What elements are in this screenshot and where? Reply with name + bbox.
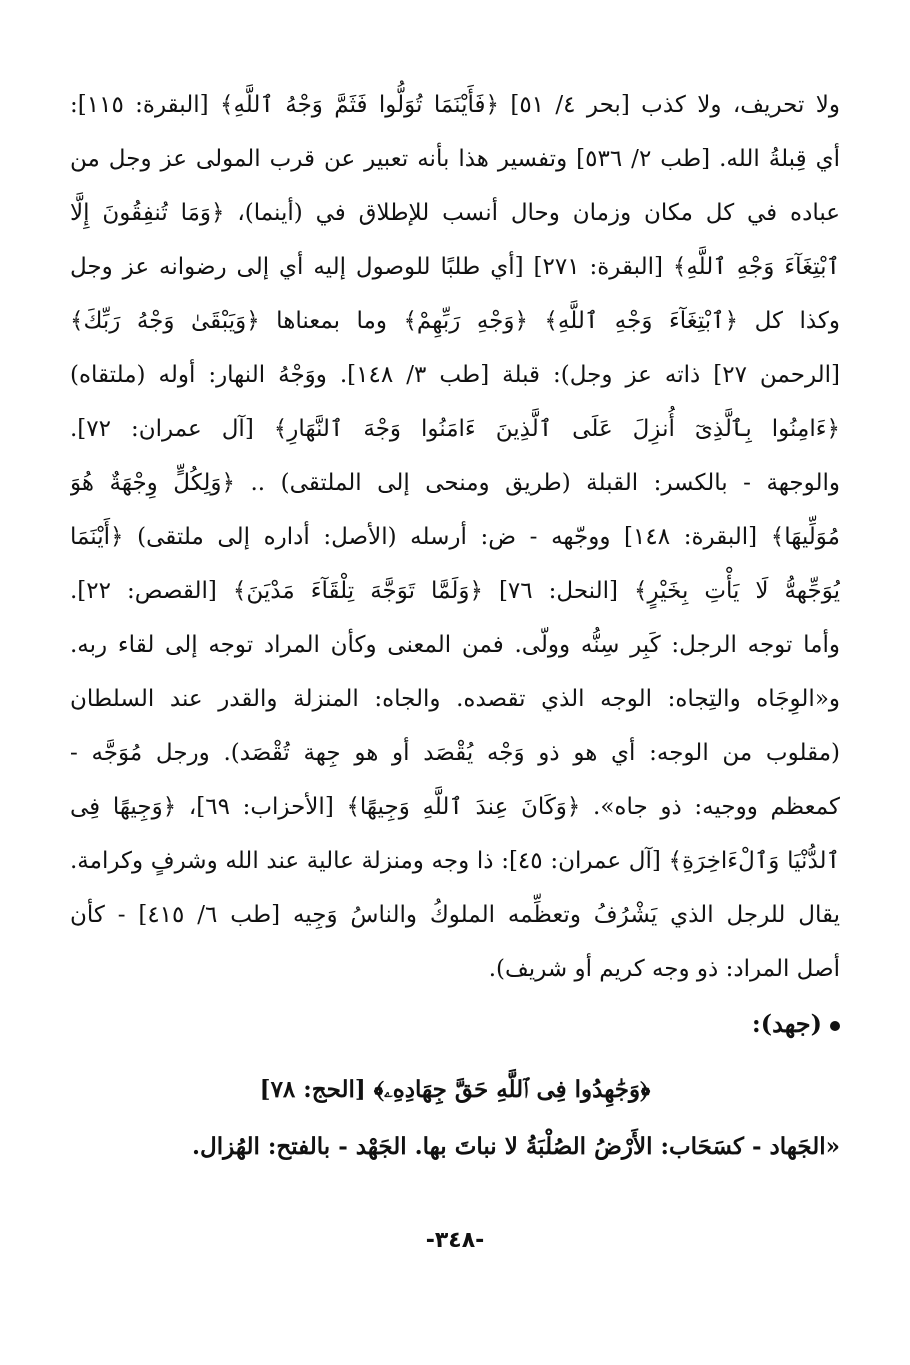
text-line-4: ٱبْتِغَآءَ وَجْهِ ٱللَّهِ﴾ [البقرة: ٢٧١] [أي طلبًا للوصول إليه أي إلى رضوانه عز وجل: [70, 254, 840, 280]
text-line-11: وأما توجه الرجل: كَبِر سِنُّه وولّى. فمن المعنى وكأن المراد توجه إلى لقاء ربه.: [70, 632, 840, 658]
entry-heading-label: (جهد):: [751, 1009, 822, 1038]
text-line-9: مُوَلِّيهَا﴾ [البقرة: ١٤٨] ووجّهه - ض: أرسله (الأصل: أداره إلى ملتقى) ﴿أَيْنَمَا: [70, 524, 840, 550]
entry-heading: [70, 996, 840, 1052]
definition-line: «الجَهاد - كسَحَاب: الأَرْضُ الصُلْبَةُ لا نباتَ بها. الجَهْد - بالفتح: الهُزال.: [192, 1133, 840, 1160]
text-line-2: أي قِبلةُ الله. [طب ٢/ ٥٣٦] وتفسير هذا بأنه تعبير عن قرب المولى عز وجل من: [70, 146, 840, 172]
text-line-7: ﴿ءَامِنُوا بِٱلَّذِىٓ أُنزِلَ عَلَى ٱلَّذِينَ ءَامَنُوا وَجْهَ ٱلنَّهَارِ﴾ [آل عمران: ٧٢].: [70, 416, 840, 442]
text-line-12: و«الوِجَاه والتِجاه: الوجه الذي تقصده. والجاه: المنزلة والقدر عند السلطان: [70, 686, 840, 712]
text-line-1: ولا تحريف، ولا كذب [بحر ٤/ ٥١] ﴿فَأَيْنَمَا تُوَلُّوا فَثَمَّ وَجْهُ ٱللَّهِ﴾ [البقرة: ١١٥]:: [70, 92, 840, 118]
text-line-6: [الرحمن ٢٧] ذاته عز وجل): قبلة [طب ٣/ ١٤٨]. ووَجْهُ النهار: أوله (ملتقاه): [70, 362, 840, 388]
text-line-15: ٱلدُّنْيَا وَٱلْءَاخِرَةِ﴾ [آل عمران: ٤٥]: ذا وجه ومنزلة عالية عند الله وشرفٍ وكرامة.: [70, 848, 840, 874]
text-line-8: والوجهة - بالكسر: القبلة (طريق ومنحى إلى الملتقى) .. ﴿وَلِكُلٍّ وِجْهَةٌ هُوَ: [70, 470, 840, 496]
page-body: [70, 78, 840, 1174]
bullet-icon: [830, 1021, 840, 1031]
text-line-17: أصل المراد: ذو وجه كريم أو شريف).: [488, 956, 840, 982]
text-line-13: (مقلوب من الوجه: أي هو ذو وَجْه يُقْصَد أو هو جِهة تُقْصَد). ورجل مُوَجَّه -: [70, 740, 840, 766]
text-line-14: كمعظم ووجيه: ذو جاه». ﴿وَكَانَ عِندَ ٱللَّهِ وَجِيهًا﴾ [الأحزاب: ٦٩]، ﴿وَجِيهًا فِى: [70, 794, 840, 820]
text-line-16: يقال للرجل الذي يَشْرُفُ وتعظِّمه الملوكُ والناسُ وَجِيه [طب ٦/ ٤١٥] - كأن: [70, 902, 840, 928]
text-line-10: يُوَجِّههُّ لَا يَأْتِ بِخَيْرٍ﴾ [النحل: ٧٦] ﴿وَلَمَّا تَوَجَّهَ تِلْقَآءَ مَدْيَنَ﴾ [القصص: ٢٢].: [70, 578, 840, 604]
text-line-5: وكذا كل ﴿ٱبْتِغَآءَ وَجْهِ ٱللَّهِ﴾ ﴿وَجْهِ رَبِّهِمْ﴾ وما بمعناها ﴿وَيَبْقَىٰ وَجْهُ رَبِّكَ﴾: [70, 308, 840, 334]
page-number: -٣٤٨-: [425, 1228, 485, 1253]
quran-verse: ﴿وَجَٰهِدُوا فِى ٱللَّهِ حَقَّ جِهَادِهِۦ﴾ [الحج: ٧٨]: [259, 1076, 651, 1103]
text-line-3: عباده في كل مكان وزمان وحال أنسب للإطلاق في (أينما)، ﴿وَمَا تُنفِقُونَ إِلَّا: [70, 200, 840, 226]
